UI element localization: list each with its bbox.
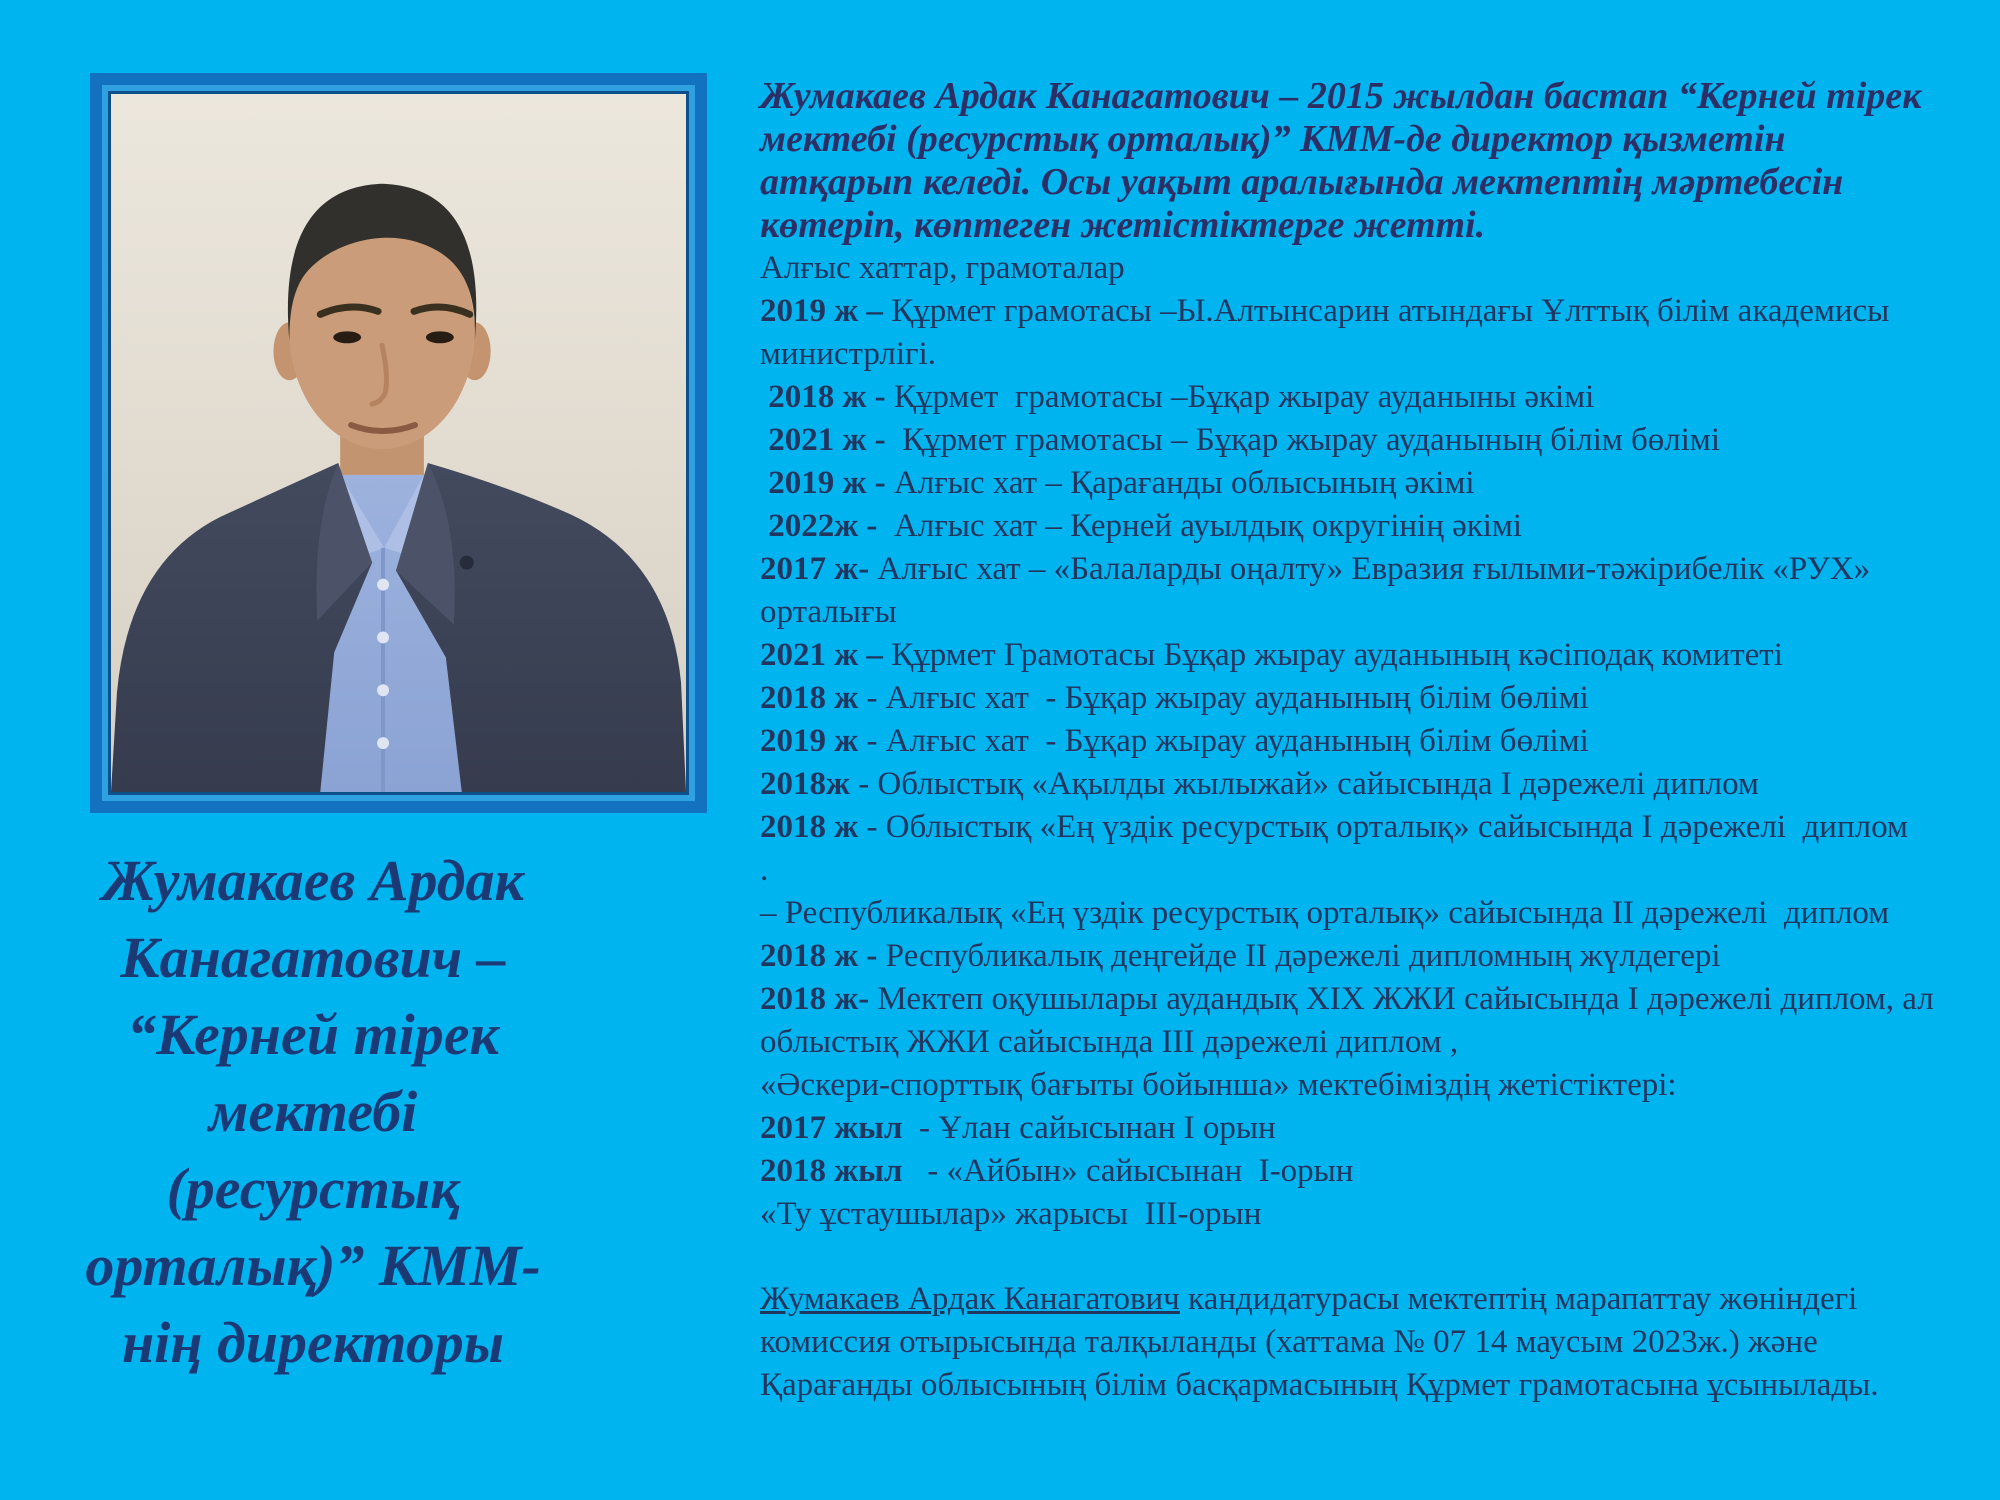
award-item [760, 1064, 1935, 1107]
award-item [760, 677, 1935, 720]
caption-line: Жумакаев Ардак [102, 848, 524, 913]
award-item [760, 290, 1935, 376]
award-year: 2018 ж [760, 680, 859, 716]
portrait-photo [111, 94, 686, 792]
awards-heading: Алғыс хаттар, грамоталар [760, 250, 1125, 286]
award-item [760, 763, 1935, 806]
award-text: Құрмет Грамотасы Бұқар жырау ауданының кәсіподақ комитеті [882, 637, 1783, 673]
award-item [760, 978, 1942, 1064]
award-item [760, 720, 1935, 763]
awards-list [760, 290, 1942, 1236]
caption-line: мектебі [208, 1079, 418, 1144]
award-item [760, 935, 1935, 978]
award-year: 2019 ж – [760, 293, 883, 329]
award-text: Құрмет грамотасы –Ы.Алтынсарин атындағы Ұлттық білім академисы министрлігі. [760, 293, 1898, 372]
award-year: 2018ж [760, 766, 850, 802]
award-text: Мектеп оқушылары аудандық XIX ЖЖИ сайысында I дәрежелі диплом, ал облыстық ЖЖИ сайысында III дәрежелі диплом , [760, 981, 1942, 1060]
award-text: – Республикалық «Ең үздік ресурстық орталық» сайысында II дәрежелі диплом [760, 895, 1890, 931]
award-text: - Алғыс хат - Бұқар жырау ауданының білім бөлімі [858, 723, 1589, 759]
caption-line: “Керней тірек [127, 1002, 499, 1067]
award-text: - «Айбын» сайысынан I-орын [902, 1153, 1354, 1189]
caption-line: орталық)” КММ- [85, 1233, 541, 1298]
award-text: - Ұлан сайысынан I орын [902, 1110, 1276, 1146]
caption-line: (ресурстық [166, 1156, 460, 1221]
award-text: - Алғыс хат - Бұқар жырау ауданының білім бөлімі [858, 680, 1589, 716]
award-item [760, 634, 1935, 677]
award-text: Алғыс хат – «Балаларды оңалту» Евразия ғылыми-тәжірибелік «РУХ» орталығы [760, 551, 1879, 630]
award-item [760, 806, 1935, 849]
award-text: - Облыстық «Ең үздік ресурстық орталық» сайысында I дәрежелі диплом [858, 809, 1908, 845]
award-text: Алғыс хат – Қарағанды облысының әкімі [885, 465, 1475, 501]
award-year: 2021 ж – [760, 637, 883, 673]
award-text: Құрмет грамотасы – Бұқар жырау ауданының білім бөлімі [885, 422, 1720, 458]
photo-caption [28, 842, 598, 1381]
award-item [760, 1193, 1935, 1236]
award-item [760, 849, 1935, 892]
award-item [760, 419, 1935, 462]
award-text: «Әскери-спорттық бағыты бойынша» мектебіміздің жетістіктері: [760, 1067, 1677, 1103]
award-item [760, 1107, 1935, 1150]
award-item [760, 892, 1935, 935]
closing-paragraph [760, 1278, 1935, 1407]
person-illustration [111, 94, 686, 792]
award-text: - Облыстық «Ақылды жылыжай» сайысында I дәрежелі диплом [849, 766, 1759, 802]
award-text: Республикалық деңгейде II дәрежелі дипломның жүлдегері [877, 938, 1721, 974]
award-year: 2017 жыл [760, 1110, 903, 1146]
closing-name: Жумакаев Ардак Канагатович [760, 1281, 1180, 1317]
award-item [760, 505, 1935, 548]
portrait-photo-inner-frame [102, 85, 695, 801]
award-text: Құрмет грамотасы –Бұқар жырау ауданыны әкімі [885, 379, 1595, 415]
award-text: . [760, 852, 769, 888]
portrait-photo-frame [90, 73, 707, 813]
award-year: 2022ж - [760, 508, 878, 544]
award-year: 2018 ж - [760, 938, 878, 974]
award-year: 2019 ж - [760, 465, 886, 501]
caption-line: нің директоры [121, 1310, 504, 1375]
caption-line: Канагатович – [120, 925, 506, 990]
award-item [760, 376, 1935, 419]
award-text: Алғыс хат – Керней ауылдық округінің әкімі [877, 508, 1523, 544]
award-year: 2018 ж [760, 809, 859, 845]
award-year: 2021 ж - [760, 422, 886, 458]
award-item [760, 462, 1935, 505]
award-item [760, 548, 1935, 634]
award-year: 2019 ж [760, 723, 859, 759]
intro-paragraph: Жумакаев Ардак Канагатович – 2015 жылдан бастап “Керней тірек мектебі (ресурстық орталық)” КММ-де директор қызметін атқарып келеді. Осы уақыт аралығында мектептің мәртебесін көтеріп, көптеген жетістіктерге жетті. [760, 75, 1931, 246]
award-year: 2017 ж- [760, 551, 870, 587]
award-text: «Ту ұстаушылар» жарысы III-орын [760, 1196, 1262, 1232]
awards-section [760, 247, 1942, 1236]
closing-text: кандидатурасы мектептің марапаттау жөніндегі комиссия отырысында талқыланды (хаттама № 07 14 маусым 2023ж.) және Қарағанды облысының білім басқармасының Құрмет грамотасына ұсынылады. [760, 1281, 1879, 1403]
award-year: 2018 жыл [760, 1153, 903, 1189]
award-year: 2018 ж- [760, 981, 870, 1017]
award-item [760, 1150, 1935, 1193]
award-year: 2018 ж - [760, 379, 886, 415]
text-column [760, 75, 1942, 1407]
